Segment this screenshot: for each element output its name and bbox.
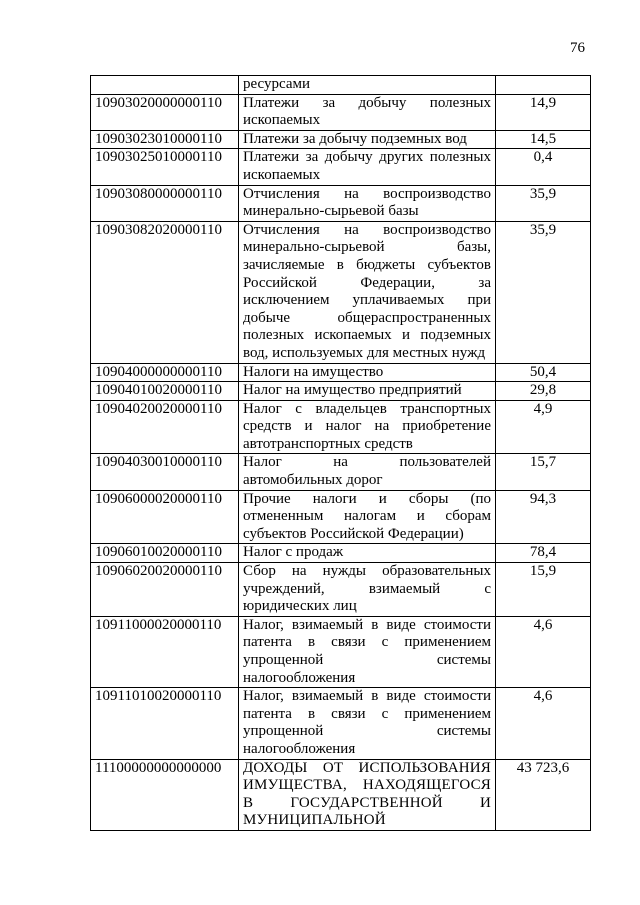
row-amount: 29,8 [496,382,591,401]
row-code: 10903082020000110 [91,221,239,363]
budget-revenue-table [90,75,591,831]
table-row [91,363,591,382]
row-name: Налог, взимаемый в виде стоимости патента в связи с применением упрощенной системы налогообложения [239,688,496,759]
table-row [91,76,591,95]
row-amount: 4,6 [496,616,591,687]
table-row [91,616,591,687]
row-code: 10906010020000110 [91,544,239,563]
row-code: 10904030010000110 [91,454,239,490]
row-name: Отчисления на воспроизводство минерально-сырьевой базы, зачисляемые в бюджеты субъектов Российской Федерации, за исключением уплачиваемых при добыче общераспространенных полезных ископаемых и подземных вод, используемых для местных нужд [239,221,496,363]
row-code: 10903023010000110 [91,130,239,149]
table-row [91,490,591,544]
row-name: Налог с владельцев транспортных средств и налог на приобретение автотранспортных средств [239,400,496,454]
table-row [91,688,591,759]
row-amount: 14,5 [496,130,591,149]
row-amount: 4,9 [496,400,591,454]
row-amount: 94,3 [496,490,591,544]
row-name: Отчисления на воспроизводство минерально-сырьевой базы [239,185,496,221]
row-name: Сбор на нужды образовательных учреждений, взимаемый с юридических лиц [239,563,496,617]
row-code: 10911010020000110 [91,688,239,759]
row-amount: 50,4 [496,363,591,382]
table-row [91,94,591,130]
row-amount: 43 723,6 [496,759,591,830]
row-code: 10903080000000110 [91,185,239,221]
row-name: Налог на имущество предприятий [239,382,496,401]
row-name: Налог на пользователей автомобильных дорог [239,454,496,490]
row-code: 10904020020000110 [91,400,239,454]
row-code: 10911000020000110 [91,616,239,687]
row-amount: 78,4 [496,544,591,563]
page-number: 76 [570,40,585,56]
row-code: 10904010020000110 [91,382,239,401]
table-row [91,759,591,830]
row-code: 10904000000000110 [91,363,239,382]
row-amount: 0,4 [496,149,591,185]
row-code: 10906020020000110 [91,563,239,617]
table-row [91,130,591,149]
row-amount: 35,9 [496,221,591,363]
row-name: Налог с продаж [239,544,496,563]
row-name: Платежи за добычу подземных вод [239,130,496,149]
row-code: 10906000020000110 [91,490,239,544]
row-amount: 14,9 [496,94,591,130]
row-code: 10903025010000110 [91,149,239,185]
row-name: Налог, взимаемый в виде стоимости патента в связи с применением упрощенной системы налогообложения [239,616,496,687]
row-amount: 4,6 [496,688,591,759]
table-row [91,185,591,221]
row-name: Платежи за добычу других полезных ископаемых [239,149,496,185]
table-row [91,454,591,490]
row-amount: 15,7 [496,454,591,490]
table-row [91,382,591,401]
table-row [91,544,591,563]
row-name: ДОХОДЫ ОТ ИСПОЛЬЗОВАНИЯ ИМУЩЕСТВА, НАХОДЯЩЕГОСЯ В ГОСУДАРСТВЕННОЙ И МУНИЦИПАЛЬНОЙ [239,759,496,830]
row-name: ресурсами [239,76,496,95]
row-code [91,76,239,95]
table-row [91,149,591,185]
row-name: Налоги на имущество [239,363,496,382]
table-row [91,221,591,363]
row-amount [496,76,591,95]
row-amount: 15,9 [496,563,591,617]
row-code: 11100000000000000 [91,759,239,830]
table-row [91,563,591,617]
row-name: Прочие налоги и сборы (по отмененным налогам и сборам субъектов Российской Федерации) [239,490,496,544]
row-name: Платежи за добычу полезных ископаемых [239,94,496,130]
row-code: 10903020000000110 [91,94,239,130]
table-row [91,400,591,454]
row-amount: 35,9 [496,185,591,221]
